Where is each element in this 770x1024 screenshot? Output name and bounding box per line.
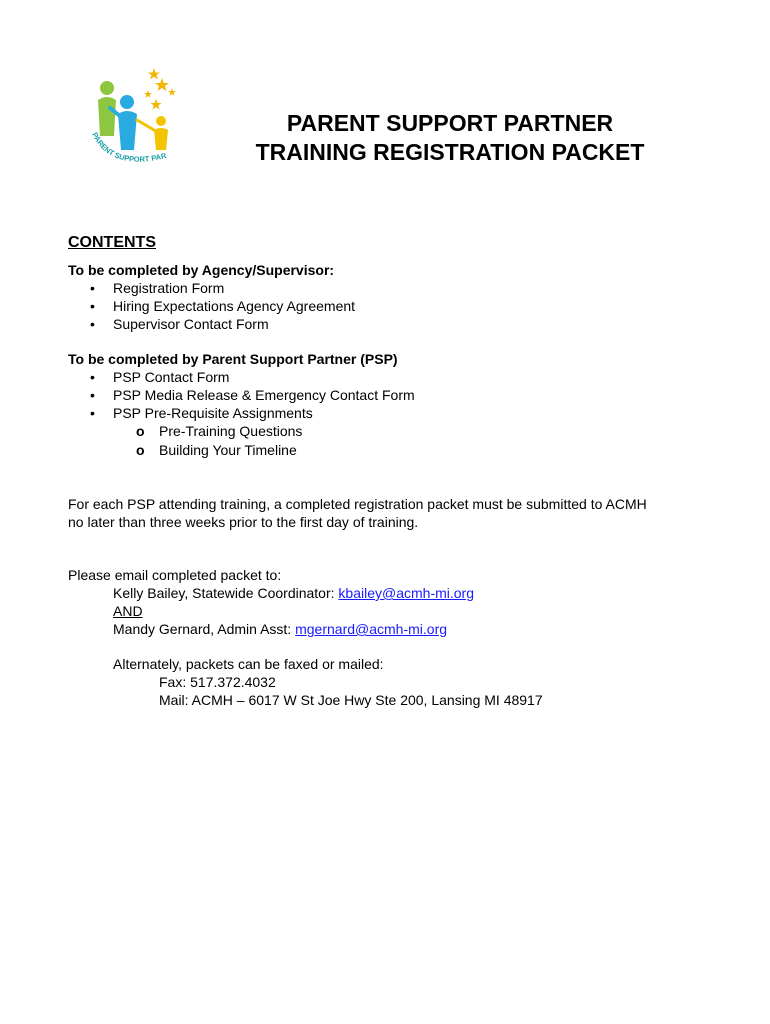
- bullet-icon: •: [90, 280, 95, 296]
- sub-list-item: o Building Your Timeline: [136, 442, 297, 458]
- agency-list: [68, 279, 355, 333]
- list-item: • PSP Contact Form: [90, 369, 230, 385]
- page-title: [200, 109, 700, 167]
- contact-mandy-gernard: Mandy Gernard, Admin Asst: mgernard@acmh-mi.org: [113, 621, 448, 637]
- list-item: • PSP Pre-Requisite Assignments: [90, 405, 313, 421]
- email-instructions: [68, 566, 543, 709]
- bullet-icon: •: [90, 405, 95, 421]
- kbailey-email-link[interactable]: kbailey@acmh-mi.org: [338, 585, 475, 601]
- contact-kelly-bailey: Kelly Bailey, Statewide Coordinator: kbailey@acmh-mi.org: [113, 585, 475, 601]
- list-item: • Supervisor Contact Form: [90, 316, 269, 332]
- sub-bullet-icon: o: [136, 442, 145, 458]
- agency-section: [68, 261, 355, 333]
- and-text: AND: [113, 603, 143, 619]
- logo-text: PARENT SUPPORT PAR: [90, 130, 168, 164]
- mgernard-email-link[interactable]: mgernard@acmh-mi.org: [295, 621, 448, 637]
- note-line-2: no later than three weeks prior to the first day of training.: [68, 514, 419, 530]
- parent-support-partner-logo: [80, 64, 190, 174]
- title-line-2: TRAINING REGISTRATION PACKET: [255, 139, 645, 165]
- list-item: • PSP Media Release & Emergency Contact Form: [90, 387, 415, 403]
- list-item: • Registration Form: [90, 280, 225, 296]
- sub-list-item: o Pre-Training Questions: [136, 423, 303, 439]
- mail-address: Mail: ACMH – 6017 W St Joe Hwy Ste 200, Lansing MI 48917: [159, 692, 543, 708]
- psp-list: [68, 368, 415, 460]
- fax-number: Fax: 517.372.4032: [159, 674, 276, 690]
- title-line-1: PARENT SUPPORT PARTNER: [286, 110, 614, 136]
- bullet-icon: •: [90, 316, 95, 332]
- psp-section: [68, 350, 415, 460]
- email-intro: Please email completed packet to:: [68, 567, 282, 583]
- agency-section-heading: To be completed by Agency/Supervisor:: [68, 262, 335, 278]
- bullet-icon: •: [90, 369, 95, 385]
- contents-heading: CONTENTS: [68, 234, 156, 251]
- submission-note: [68, 495, 647, 531]
- note-line-1: For each PSP attending training, a completed registration packet must be submitted to ACMH: [68, 496, 647, 512]
- bullet-icon: •: [90, 387, 95, 403]
- alternate-text: Alternately, packets can be faxed or mailed:: [113, 656, 384, 672]
- bullet-icon: •: [90, 298, 95, 314]
- sub-bullet-icon: o: [136, 423, 145, 439]
- list-item: • Hiring Expectations Agency Agreement: [90, 298, 356, 314]
- psp-section-heading: To be completed by Parent Support Partner (PSP): [68, 351, 398, 367]
